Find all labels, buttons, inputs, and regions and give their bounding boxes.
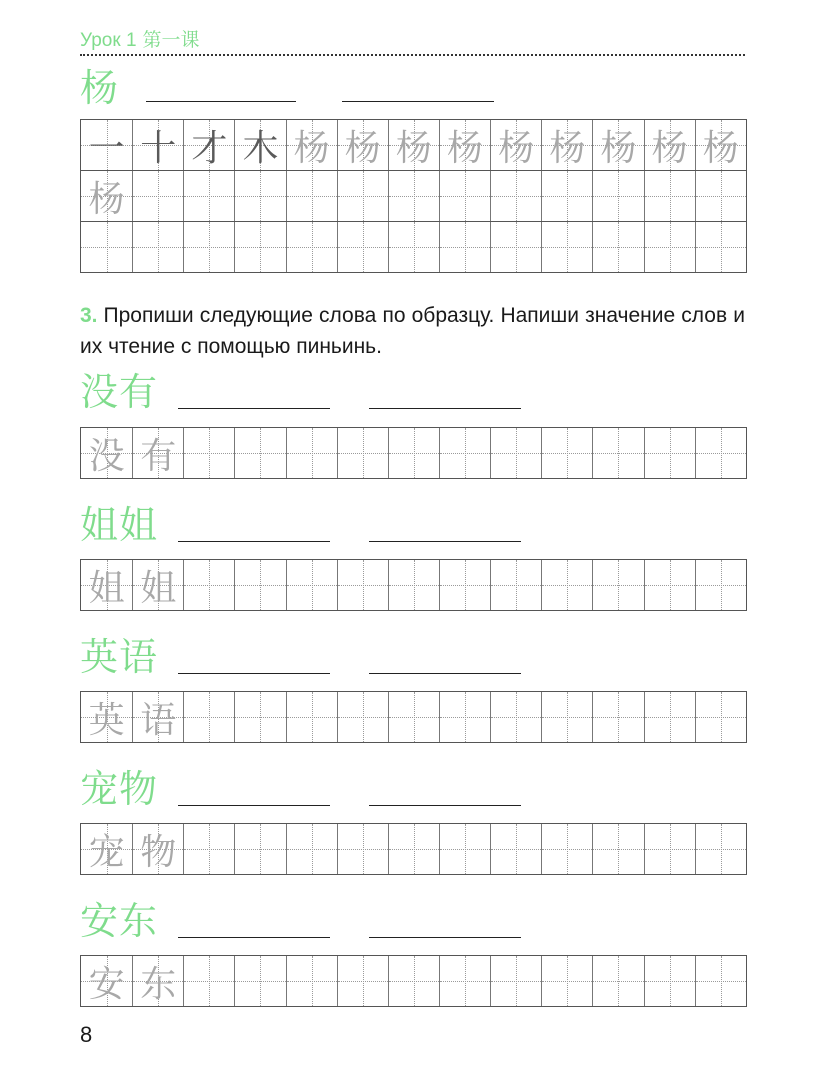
trace-character: 杨 — [88, 178, 125, 220]
grid-cell[interactable] — [541, 692, 592, 742]
grid-cell[interactable] — [132, 956, 183, 1006]
lesson-chinese-title: 第一课 — [142, 29, 200, 51]
exercise-instruction — [80, 300, 745, 362]
trace-character: 物 — [140, 831, 177, 873]
grid-cell[interactable] — [541, 428, 592, 478]
word-text: 姐姐 — [80, 503, 159, 547]
trace-character: 杨 — [702, 127, 739, 169]
stroke-order-row — [81, 120, 746, 170]
grid-cell[interactable] — [81, 171, 132, 221]
grid-cell[interactable] — [81, 692, 132, 742]
sample-practice-grid — [80, 119, 747, 273]
grid-cell[interactable] — [183, 560, 234, 610]
grid-cell[interactable] — [234, 956, 285, 1006]
trace-character: 英 — [88, 699, 125, 741]
grid-cell[interactable] — [592, 692, 643, 742]
grid-cell[interactable] — [132, 222, 183, 272]
grid-cell[interactable] — [388, 956, 439, 1006]
grid-cell[interactable] — [132, 560, 183, 610]
sample-word: 杨 — [80, 66, 120, 110]
grid-cell[interactable] — [592, 120, 643, 170]
grid-cell[interactable] — [490, 428, 541, 478]
grid-cell[interactable] — [388, 120, 439, 170]
word-heading — [80, 372, 530, 412]
trace-character: 杨 — [395, 127, 432, 169]
trace-character: 东 — [140, 963, 177, 1005]
grid-cell[interactable] — [81, 824, 132, 874]
meaning-line[interactable] — [146, 101, 296, 102]
grid-cell[interactable] — [439, 428, 490, 478]
grid-cell[interactable] — [644, 222, 695, 272]
grid-cell[interactable] — [388, 692, 439, 742]
grid-cell[interactable] — [337, 824, 388, 874]
grid-cell[interactable] — [388, 171, 439, 221]
grid-cell[interactable] — [286, 120, 337, 170]
pinyin-line[interactable] — [369, 805, 521, 806]
grid-cell[interactable] — [132, 824, 183, 874]
grid-cell[interactable] — [132, 171, 183, 221]
lesson-label: Урок 1 — [80, 30, 137, 51]
grid-cell[interactable] — [337, 171, 388, 221]
grid-cell[interactable] — [644, 560, 695, 610]
trace-character: 安 — [88, 963, 125, 1005]
grid-cell[interactable] — [286, 428, 337, 478]
grid-cell[interactable] — [81, 956, 132, 1006]
grid-cell[interactable] — [234, 171, 285, 221]
grid-cell[interactable] — [337, 222, 388, 272]
grid-cell[interactable] — [541, 120, 592, 170]
word-practice-grid — [80, 427, 747, 479]
grid-cell[interactable] — [132, 120, 183, 170]
grid-cell[interactable] — [132, 692, 183, 742]
grid-cell[interactable] — [183, 692, 234, 742]
grid-cell[interactable] — [183, 956, 234, 1006]
exercise-number: 3. — [80, 304, 98, 327]
trace-character: 没 — [88, 435, 125, 477]
grid-cell[interactable] — [81, 428, 132, 478]
grid-cell[interactable] — [695, 692, 746, 742]
grid-cell[interactable] — [286, 222, 337, 272]
meaning-line[interactable] — [178, 805, 330, 806]
grid-cell[interactable] — [644, 171, 695, 221]
grid-cell[interactable] — [695, 956, 746, 1006]
meaning-line[interactable] — [178, 541, 330, 542]
trace-character: 杨 — [651, 127, 688, 169]
practice-row — [81, 221, 746, 272]
grid-cell[interactable] — [337, 560, 388, 610]
grid-cell[interactable] — [644, 692, 695, 742]
grid-cell[interactable] — [439, 824, 490, 874]
grid-cell[interactable] — [490, 171, 541, 221]
grid-cell[interactable] — [592, 222, 643, 272]
grid-cell[interactable] — [81, 120, 132, 170]
grid-cell[interactable] — [644, 428, 695, 478]
grid-cell[interactable] — [388, 428, 439, 478]
grid-cell[interactable] — [234, 560, 285, 610]
grid-cell[interactable] — [490, 692, 541, 742]
trace-character: 姐 — [88, 567, 125, 609]
grid-cell[interactable] — [592, 824, 643, 874]
grid-cell[interactable] — [388, 560, 439, 610]
trace-character: 杨 — [293, 127, 330, 169]
lesson-header — [80, 26, 745, 56]
grid-cell[interactable] — [286, 560, 337, 610]
meaning-line[interactable] — [178, 673, 330, 674]
meaning-line[interactable] — [178, 408, 330, 409]
grid-cell[interactable] — [490, 222, 541, 272]
grid-cell[interactable] — [592, 560, 643, 610]
trace-character: 杨 — [600, 127, 637, 169]
trace-character: 十 — [140, 127, 177, 169]
grid-cell[interactable] — [132, 428, 183, 478]
grid-cell[interactable] — [541, 560, 592, 610]
grid-cell[interactable] — [337, 428, 388, 478]
grid-cell[interactable] — [490, 560, 541, 610]
grid-cell[interactable] — [439, 956, 490, 1006]
exercise-text: Пропиши следующие слова по образцу. Напиши значение слов и их чтение с помощью пиньинь. — [80, 304, 745, 358]
grid-cell[interactable] — [695, 560, 746, 610]
grid-cell[interactable] — [234, 120, 285, 170]
grid-cell[interactable] — [592, 956, 643, 1006]
word-text: 宠物 — [80, 767, 159, 811]
trace-character: 木 — [242, 127, 279, 169]
grid-cell[interactable] — [541, 956, 592, 1006]
grid-cell[interactable] — [286, 956, 337, 1006]
word-text: 安东 — [80, 899, 159, 943]
grid-cell[interactable] — [490, 824, 541, 874]
word-heading — [80, 637, 530, 677]
grid-cell[interactable] — [490, 956, 541, 1006]
grid-cell[interactable] — [286, 171, 337, 221]
grid-cell[interactable] — [81, 222, 132, 272]
grid-cell[interactable] — [286, 692, 337, 742]
grid-cell[interactable] — [695, 428, 746, 478]
grid-cell[interactable] — [337, 956, 388, 1006]
pinyin-line[interactable] — [342, 101, 494, 102]
word-practice-grid — [80, 691, 747, 743]
trace-character: 杨 — [498, 127, 535, 169]
trace-character: 语 — [140, 699, 177, 741]
grid-cell[interactable] — [439, 222, 490, 272]
pinyin-line[interactable] — [369, 541, 521, 542]
sample-word-heading — [80, 68, 500, 108]
meaning-line[interactable] — [178, 937, 330, 938]
grid-cell[interactable] — [644, 120, 695, 170]
grid-cell[interactable] — [234, 222, 285, 272]
grid-cell[interactable] — [592, 171, 643, 221]
grid-cell[interactable] — [183, 428, 234, 478]
grid-cell[interactable] — [644, 956, 695, 1006]
grid-cell[interactable] — [644, 824, 695, 874]
grid-cell[interactable] — [541, 222, 592, 272]
grid-cell[interactable] — [183, 120, 234, 170]
word-heading — [80, 901, 530, 941]
grid-cell[interactable] — [695, 222, 746, 272]
word-practice-grid — [80, 559, 747, 611]
page-number: 8 — [80, 1022, 93, 1047]
trace-character: 杨 — [447, 127, 484, 169]
trace-character: 有 — [140, 435, 177, 477]
trace-character: 一 — [88, 127, 125, 169]
grid-cell[interactable] — [388, 824, 439, 874]
pinyin-line[interactable] — [369, 408, 521, 409]
grid-cell[interactable] — [234, 428, 285, 478]
grid-cell[interactable] — [81, 560, 132, 610]
word-practice-grid — [80, 823, 747, 875]
word-heading — [80, 505, 530, 545]
grid-cell[interactable] — [695, 120, 746, 170]
practice-row — [81, 170, 746, 221]
word-text: 没有 — [80, 370, 159, 414]
trace-character: 才 — [191, 127, 228, 169]
word-practice-grid — [80, 955, 747, 1007]
trace-character: 杨 — [344, 127, 381, 169]
grid-cell[interactable] — [541, 171, 592, 221]
grid-cell[interactable] — [234, 824, 285, 874]
grid-cell[interactable] — [337, 120, 388, 170]
trace-character: 宠 — [88, 831, 125, 873]
grid-cell[interactable] — [388, 222, 439, 272]
grid-cell[interactable] — [695, 824, 746, 874]
pinyin-line[interactable] — [369, 937, 521, 938]
grid-cell[interactable] — [439, 560, 490, 610]
grid-cell[interactable] — [439, 120, 490, 170]
word-text: 英语 — [80, 635, 159, 679]
grid-cell[interactable] — [234, 692, 285, 742]
trace-character: 姐 — [140, 567, 177, 609]
grid-cell[interactable] — [695, 171, 746, 221]
grid-cell[interactable] — [490, 120, 541, 170]
grid-cell[interactable] — [183, 171, 234, 221]
grid-cell[interactable] — [286, 824, 337, 874]
trace-character: 杨 — [549, 127, 586, 169]
grid-cell[interactable] — [439, 692, 490, 742]
grid-cell[interactable] — [439, 171, 490, 221]
pinyin-line[interactable] — [369, 673, 521, 674]
grid-cell[interactable] — [183, 824, 234, 874]
word-heading — [80, 769, 530, 809]
grid-cell[interactable] — [592, 428, 643, 478]
grid-cell[interactable] — [337, 692, 388, 742]
grid-cell[interactable] — [541, 824, 592, 874]
grid-cell[interactable] — [183, 222, 234, 272]
